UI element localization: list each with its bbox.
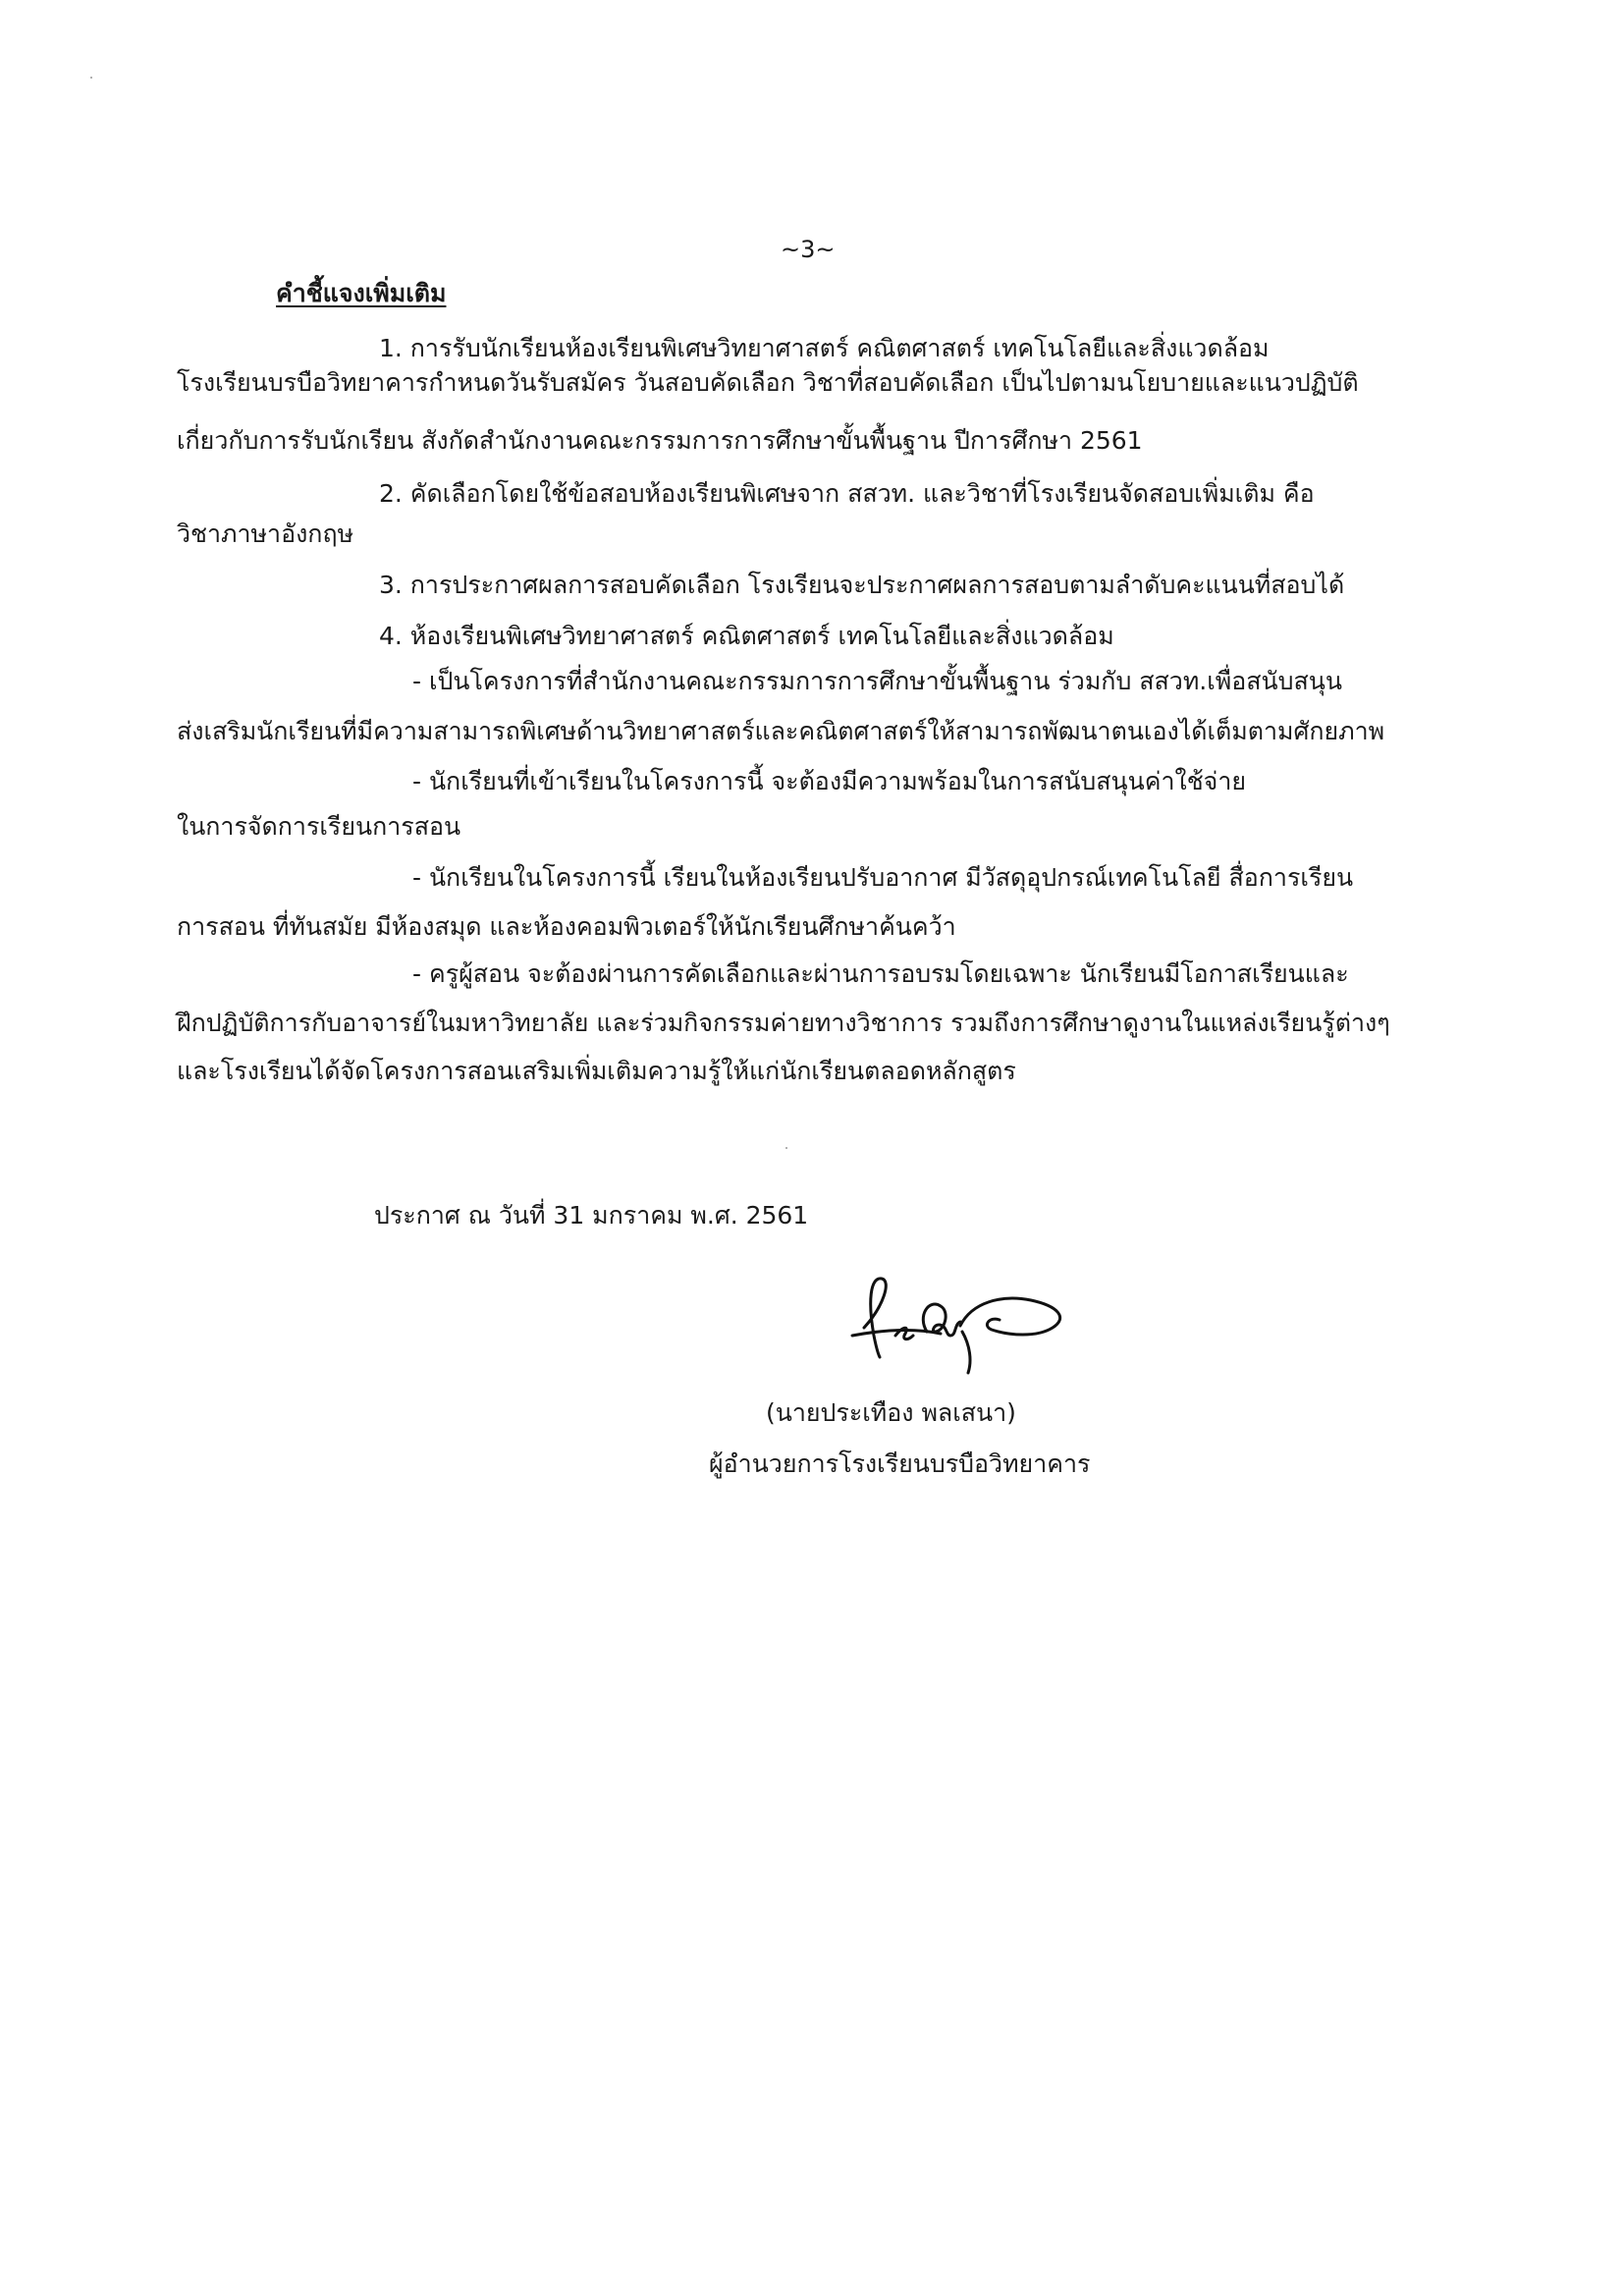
paragraph-line: ฝึกปฏิบัติการกับอาจารย์ในมหาวิทยาลัย และร่วมกิจกรรมค่ายทางวิชาการ รวมถึงการศึกษาดูงานในแหล่งเรียนรู้ต่างๆ — [177, 1009, 1390, 1037]
paragraph-line: โรงเรียนบรบือวิทยาคารกำหนดวันรับสมัคร วันสอบคัดเลือก วิชาที่สอบคัดเลือก เป็นไปตามนโยบายและแนวปฏิบัติ — [177, 368, 1359, 397]
paragraph-line: - เป็นโครงการที่สำนักงานคณะกรรมการการศึกษาขั้นพื้นฐาน ร่วมกับ สสวท.เพื่อสนับสนุน — [412, 667, 1342, 695]
paragraph-line: 4. ห้องเรียนพิเศษวิทยาศาสตร์ คณิตศาสตร์ เทคโนโลยีและสิ่งแวดล้อม — [379, 622, 1114, 650]
paragraph-line: การสอน ที่ทันสมัย มีห้องสมุด และห้องคอมพิวเตอร์ให้นักเรียนศึกษาค้นคว้า — [177, 912, 956, 941]
paragraph-line: - นักเรียนที่เข้าเรียนในโครงการนี้ จะต้องมีความพร้อมในการสนับสนุนค่าใช้จ่าย — [412, 767, 1247, 795]
signer-name: (นายประเทือง พลเสนา) — [766, 1398, 1016, 1427]
signer-title: ผู้อำนวยการโรงเรียนบรบือวิทยาคาร — [709, 1449, 1091, 1478]
paragraph-line: วิชาภาษาอังกฤษ — [177, 519, 354, 548]
paragraph-line: 2. คัดเลือกโดยใช้ข้อสอบห้องเรียนพิเศษจาก สสวท. และวิชาที่โรงเรียนจัดสอบเพิ่มเติม คือ — [379, 479, 1315, 508]
announcement-date: ประกาศ ณ วันที่ 31 มกราคม พ.ศ. 2561 — [374, 1201, 809, 1230]
paragraph-line: และโรงเรียนได้จัดโครงการสอนเสริมเพิ่มเติมความรู้ให้แก่นักเรียนตลอดหลักสูตร — [177, 1057, 1016, 1085]
section-heading: คำชี้แจงเพิ่มเติม — [276, 279, 447, 307]
paragraph-line: เกี่ยวกับการรับนักเรียน สังกัดสำนักงานคณะกรรมการการศึกษาขั้นพื้นฐาน ปีการศึกษา 2561 — [177, 426, 1143, 455]
paragraph-line: 3. การประกาศผลการสอบคัดเลือก โรงเรียนจะประกาศผลการสอบตามลำดับคะแนนที่สอบได้ — [379, 571, 1345, 599]
paragraph-line: - นักเรียนในโครงการนี้ เรียนในห้องเรียนปรับอากาศ มีวัสดุอุปกรณ์เทคโนโลยี สื่อการเรียน — [412, 863, 1354, 892]
paragraph-line: - ครูผู้สอน จะต้องผ่านการคัดเลือกและผ่านการอบรมโดยเฉพาะ นักเรียนมีโอกาสเรียนและ — [412, 959, 1349, 988]
paragraph-line: ส่งเสริมนักเรียนที่มีความสามารถพิเศษด้านวิทยาศาสตร์และคณิตศาสตร์ให้สามารถพัฒนาตนเองได้เต็มตามศักยภาพ — [177, 717, 1385, 745]
paragraph-line: ในการจัดการเรียนการสอน — [177, 812, 461, 841]
scan-speck — [785, 1147, 787, 1149]
signature-image — [844, 1267, 1080, 1385]
scan-speck — [90, 77, 92, 79]
page-number: ~3~ — [781, 236, 836, 263]
paragraph-line: 1. การรับนักเรียนห้องเรียนพิเศษวิทยาศาสตร์ คณิตศาสตร์ เทคโนโลยีและสิ่งแวดล้อม — [379, 334, 1270, 362]
